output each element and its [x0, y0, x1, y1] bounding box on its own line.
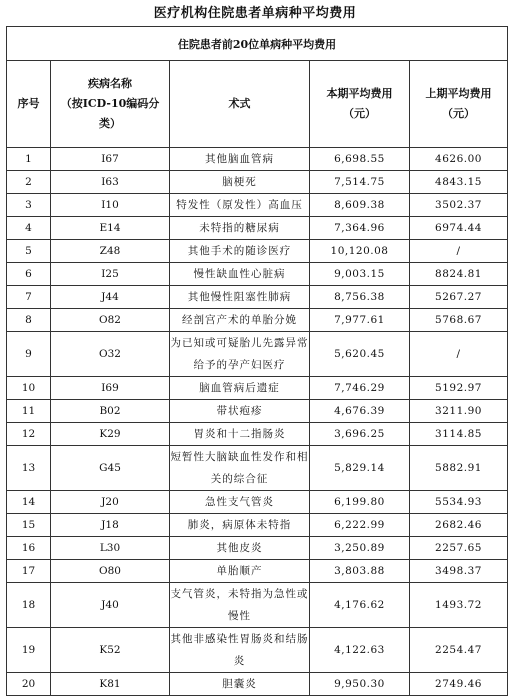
row-procedure-name: 其他脑血管病 [170, 148, 310, 171]
row-current-cost: 4,176.62 [310, 583, 410, 628]
row-current-cost: 10,120.08 [310, 240, 410, 263]
row-current-cost: 3,250.89 [310, 537, 410, 560]
row-current-cost: 5,829.14 [310, 446, 410, 491]
row-seq: 8 [7, 309, 51, 332]
header-procedure: 术式 [170, 61, 310, 148]
row-seq: 12 [7, 423, 51, 446]
row-current-cost: 3,696.25 [310, 423, 410, 446]
row-procedure-name: 单胎顺产 [170, 560, 310, 583]
row-current-cost: 7,977.61 [310, 309, 410, 332]
table-caption: 住院患者前20位单病种平均费用 [7, 27, 508, 61]
header-disease-line1: 疾病名称 [88, 77, 132, 90]
row-code: E14 [51, 217, 170, 240]
row-previous-cost: 6974.44 [410, 217, 508, 240]
header-disease-line3: 类） [99, 117, 121, 130]
row-procedure-name: 特发性（原发性）高血压 [170, 194, 310, 217]
table-row [7, 583, 508, 628]
row-previous-cost: 2749.46 [410, 673, 508, 696]
table-row [7, 423, 508, 446]
row-current-cost: 3,803.88 [310, 560, 410, 583]
row-current-cost: 8,756.38 [310, 286, 410, 309]
row-seq: 6 [7, 263, 51, 286]
row-seq: 5 [7, 240, 51, 263]
row-procedure-name: 脑梗死 [170, 171, 310, 194]
row-previous-cost: 5882.91 [410, 446, 508, 491]
row-seq: 10 [7, 377, 51, 400]
row-current-cost: 4,122.63 [310, 628, 410, 673]
row-previous-cost: 2254.47 [410, 628, 508, 673]
row-current-cost: 7,514.75 [310, 171, 410, 194]
row-procedure-name: 肺炎，病原体未特指 [170, 514, 310, 537]
table-row [7, 377, 508, 400]
header-row [7, 61, 508, 148]
row-previous-cost: 5534.93 [410, 491, 508, 514]
row-previous-cost: 3114.85 [410, 423, 508, 446]
row-code: I10 [51, 194, 170, 217]
row-code: Z48 [51, 240, 170, 263]
row-previous-cost: 3498.37 [410, 560, 508, 583]
table-row [7, 400, 508, 423]
row-previous-cost: 3211.90 [410, 400, 508, 423]
table-row [7, 194, 508, 217]
row-procedure-name: 其他慢性阻塞性肺病 [170, 286, 310, 309]
row-code: O80 [51, 560, 170, 583]
row-previous-cost: 4843.15 [410, 171, 508, 194]
row-seq: 19 [7, 628, 51, 673]
row-code: J18 [51, 514, 170, 537]
row-code: K81 [51, 673, 170, 696]
row-code: J20 [51, 491, 170, 514]
row-current-cost: 8,609.38 [310, 194, 410, 217]
table-row [7, 537, 508, 560]
row-previous-cost: 5768.67 [410, 309, 508, 332]
header-current-line1: 本期平均费用 [326, 87, 393, 100]
row-seq: 11 [7, 400, 51, 423]
row-procedure-name: 胆囊炎 [170, 673, 310, 696]
table-row [7, 286, 508, 309]
row-procedure-name: 其他皮炎 [170, 537, 310, 560]
row-code: I67 [51, 148, 170, 171]
cost-table [6, 26, 508, 696]
header-disease-line2: （按ICD-10编码分 [60, 97, 160, 110]
row-current-cost: 7,364.96 [310, 217, 410, 240]
row-previous-cost: 1493.72 [410, 583, 508, 628]
table-row [7, 491, 508, 514]
table-row [7, 673, 508, 696]
table-row [7, 514, 508, 537]
row-code: K52 [51, 628, 170, 673]
row-code: I69 [51, 377, 170, 400]
row-previous-cost: / [410, 332, 508, 377]
header-current-line2: （元） [343, 107, 376, 120]
row-previous-cost: 3502.37 [410, 194, 508, 217]
table-row [7, 240, 508, 263]
header-previous-line1: 上期平均费用 [425, 87, 492, 100]
row-seq: 4 [7, 217, 51, 240]
table-row [7, 560, 508, 583]
row-seq: 9 [7, 332, 51, 377]
header-previous-line2: （元） [442, 107, 475, 120]
row-seq: 20 [7, 673, 51, 696]
document-title: 医疗机构住院患者单病种平均费用 [153, 6, 357, 21]
row-current-cost: 6,222.99 [310, 514, 410, 537]
row-code: J40 [51, 583, 170, 628]
row-seq: 3 [7, 194, 51, 217]
row-seq: 15 [7, 514, 51, 537]
row-seq: 18 [7, 583, 51, 628]
row-current-cost: 6,199.80 [310, 491, 410, 514]
row-procedure-name: 支气管炎，未特指为急性或慢性 [170, 583, 310, 628]
row-previous-cost: 4626.00 [410, 148, 508, 171]
table-row [7, 217, 508, 240]
row-code: L30 [51, 537, 170, 560]
row-current-cost: 4,676.39 [310, 400, 410, 423]
row-seq: 14 [7, 491, 51, 514]
row-code: B02 [51, 400, 170, 423]
row-previous-cost: 2682.46 [410, 514, 508, 537]
row-procedure-name: 急性支气管炎 [170, 491, 310, 514]
row-current-cost: 9,003.15 [310, 263, 410, 286]
row-seq: 1 [7, 148, 51, 171]
row-current-cost: 6,698.55 [310, 148, 410, 171]
row-procedure-name: 经剖宫产术的单胎分娩 [170, 309, 310, 332]
header-seq: 序号 [7, 61, 51, 148]
row-previous-cost: 8824.81 [410, 263, 508, 286]
row-seq: 7 [7, 286, 51, 309]
row-seq: 16 [7, 537, 51, 560]
row-procedure-name: 其他手术的随诊医疗 [170, 240, 310, 263]
row-previous-cost: / [410, 240, 508, 263]
row-code: I63 [51, 171, 170, 194]
row-code: I25 [51, 263, 170, 286]
header-previous [410, 61, 508, 148]
table-row [7, 628, 508, 673]
row-procedure-name: 为已知或可疑胎儿先露异常给予的孕产妇医疗 [170, 332, 310, 377]
row-code: G45 [51, 446, 170, 491]
row-procedure-name: 带状疱疹 [170, 400, 310, 423]
row-procedure-name: 脑血管病后遗症 [170, 377, 310, 400]
row-previous-cost: 5192.97 [410, 377, 508, 400]
table-row [7, 446, 508, 491]
row-previous-cost: 5267.27 [410, 286, 508, 309]
table-row [7, 171, 508, 194]
row-procedure-name: 其他非感染性胃肠炎和结肠炎 [170, 628, 310, 673]
row-procedure-name: 慢性缺血性心脏病 [170, 263, 310, 286]
header-current [310, 61, 410, 148]
table-row [7, 263, 508, 286]
row-current-cost: 7,746.29 [310, 377, 410, 400]
row-procedure-name: 胃炎和十二指肠炎 [170, 423, 310, 446]
header-disease [51, 61, 170, 148]
row-current-cost: 9,950.30 [310, 673, 410, 696]
row-previous-cost: 2257.65 [410, 537, 508, 560]
row-code: J44 [51, 286, 170, 309]
row-seq: 13 [7, 446, 51, 491]
row-code: K29 [51, 423, 170, 446]
row-current-cost: 5,620.45 [310, 332, 410, 377]
table-row [7, 332, 508, 377]
table-row [7, 148, 508, 171]
row-code: O32 [51, 332, 170, 377]
row-code: O82 [51, 309, 170, 332]
row-seq: 17 [7, 560, 51, 583]
table-row [7, 309, 508, 332]
row-procedure-name: 短暂性大脑缺血性发作和相关的综合征 [170, 446, 310, 491]
row-procedure-name: 未特指的糖尿病 [170, 217, 310, 240]
row-seq: 2 [7, 171, 51, 194]
